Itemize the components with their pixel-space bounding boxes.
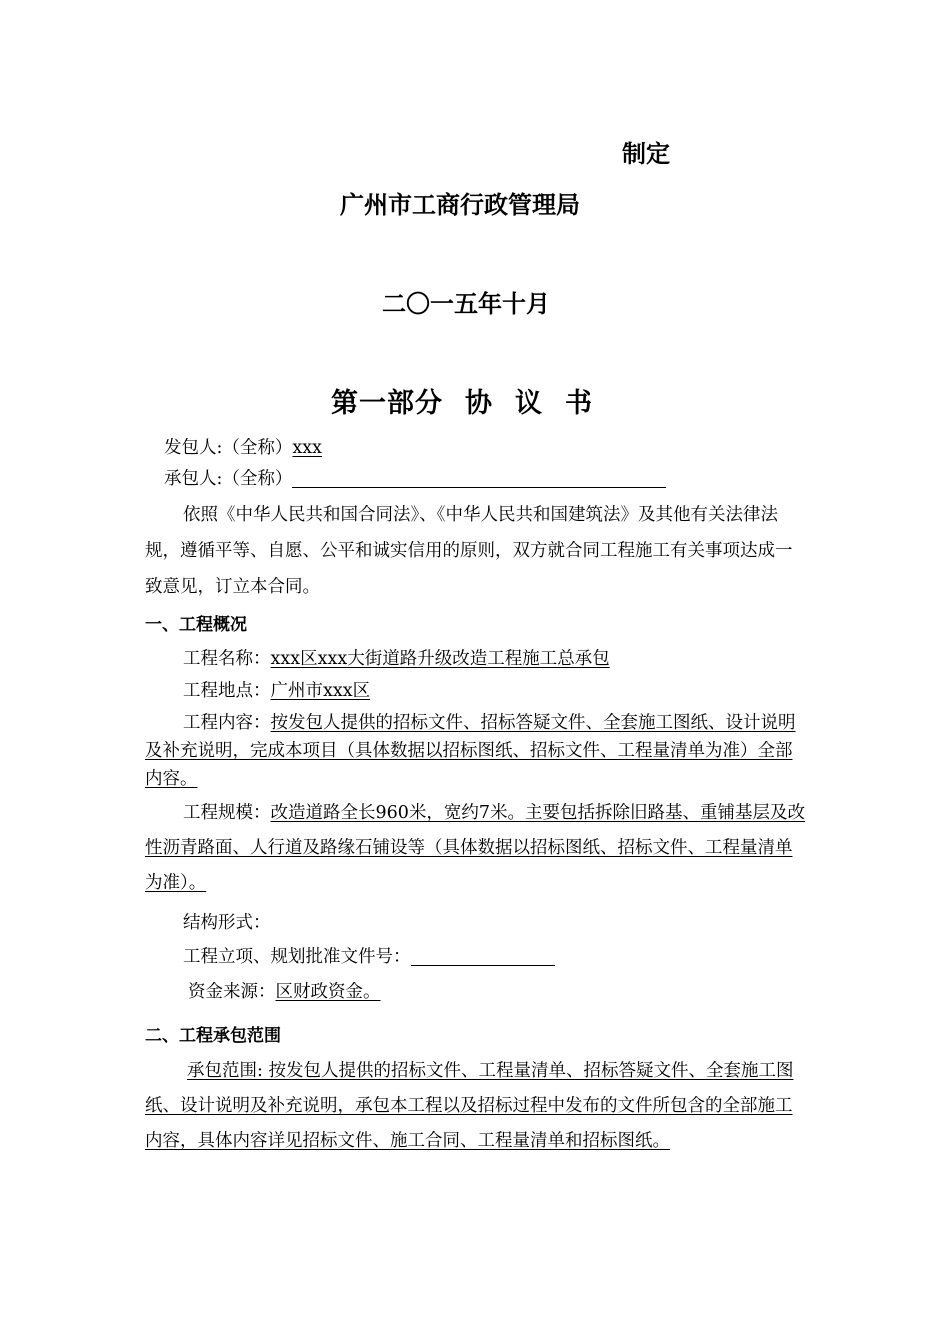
structure-label: 结构形式： [183, 913, 271, 933]
project-content-value: 按发包人提供的招标文件、招标答疑文件、全套施工图纸、设计说明及补充说明，完成本项目（具体数据以招标图纸、招标文件、工程量清单为准）全部内容。 [145, 713, 796, 789]
scope-label: 承包范围: [187, 1061, 263, 1081]
funding-line [188, 977, 381, 1007]
part-title-char-3: 书 [565, 388, 593, 419]
project-scale-label: 工程规模： [183, 803, 271, 823]
project-name-label: 工程名称： [183, 649, 271, 669]
part-title-char-1: 协 [465, 388, 493, 419]
contractor-blank [292, 467, 666, 488]
part-title-char-2: 议 [515, 388, 543, 419]
project-location-line [183, 676, 370, 706]
project-scale-value: 改造道路全长960米，宽约7米。主要包括拆除旧路基、重铺基层及改性沥青路面、人行道及路缘石铺设等（具体数据以招标图纸、招标文件、工程量清单为准）。 [145, 803, 806, 893]
scope-value: 按发包人提供的招标文件、工程量清单、招标答疑文件、全套施工图纸、设计说明及补充说明，承包本工程以及招标过程中发布的文件所包含的全部施工内容，具体内容详见招标文件、施工合同、工程量清单和招标图纸。 [145, 1061, 794, 1151]
contractor-line [164, 464, 666, 494]
employer-label: 发包人:（全称） [164, 438, 293, 458]
section2-heading: 二、工程承包范围 [145, 1026, 281, 1046]
made-by-label: 制定 [622, 140, 670, 168]
employer-line [164, 433, 322, 463]
project-location-value: 广州市xxx区 [270, 681, 371, 701]
project-content-paragraph [145, 709, 807, 793]
section1-heading: 一、工程概况 [145, 615, 247, 635]
contractor-label: 承包人:（全称） [164, 469, 293, 489]
project-content-label: 工程内容： [183, 713, 271, 733]
funding-value: 区财政资金。 [275, 982, 381, 1002]
approval-line [183, 942, 555, 972]
funding-label: 资金来源： [188, 982, 276, 1002]
document-date: 二〇一五年十月 [382, 290, 550, 318]
project-location-label: 工程地点： [183, 681, 271, 701]
part-number: 第一部分 [331, 388, 443, 419]
scope-paragraph [145, 1054, 807, 1159]
approval-label: 工程立项、规划批准文件号： [183, 947, 411, 967]
part-title [331, 381, 593, 420]
organization-name: 广州市工商行政管理局 [340, 191, 580, 219]
intro-paragraph: 依照《中华人民共和国合同法》、《中华人民共和国建筑法》及其他有关法律法规，遵循平等、自愿、公平和诚实信用的原则，双方就合同工程施工有关事项达成一致意见，订立本合同。 [145, 505, 793, 597]
project-name-line [183, 644, 610, 674]
project-scale-paragraph [145, 796, 807, 901]
structure-line [183, 908, 271, 938]
approval-blank [411, 945, 555, 966]
project-name-value: xxx区xxx大街道路升级改造工程施工总承包 [270, 649, 610, 669]
employer-value: xxx [292, 438, 323, 458]
